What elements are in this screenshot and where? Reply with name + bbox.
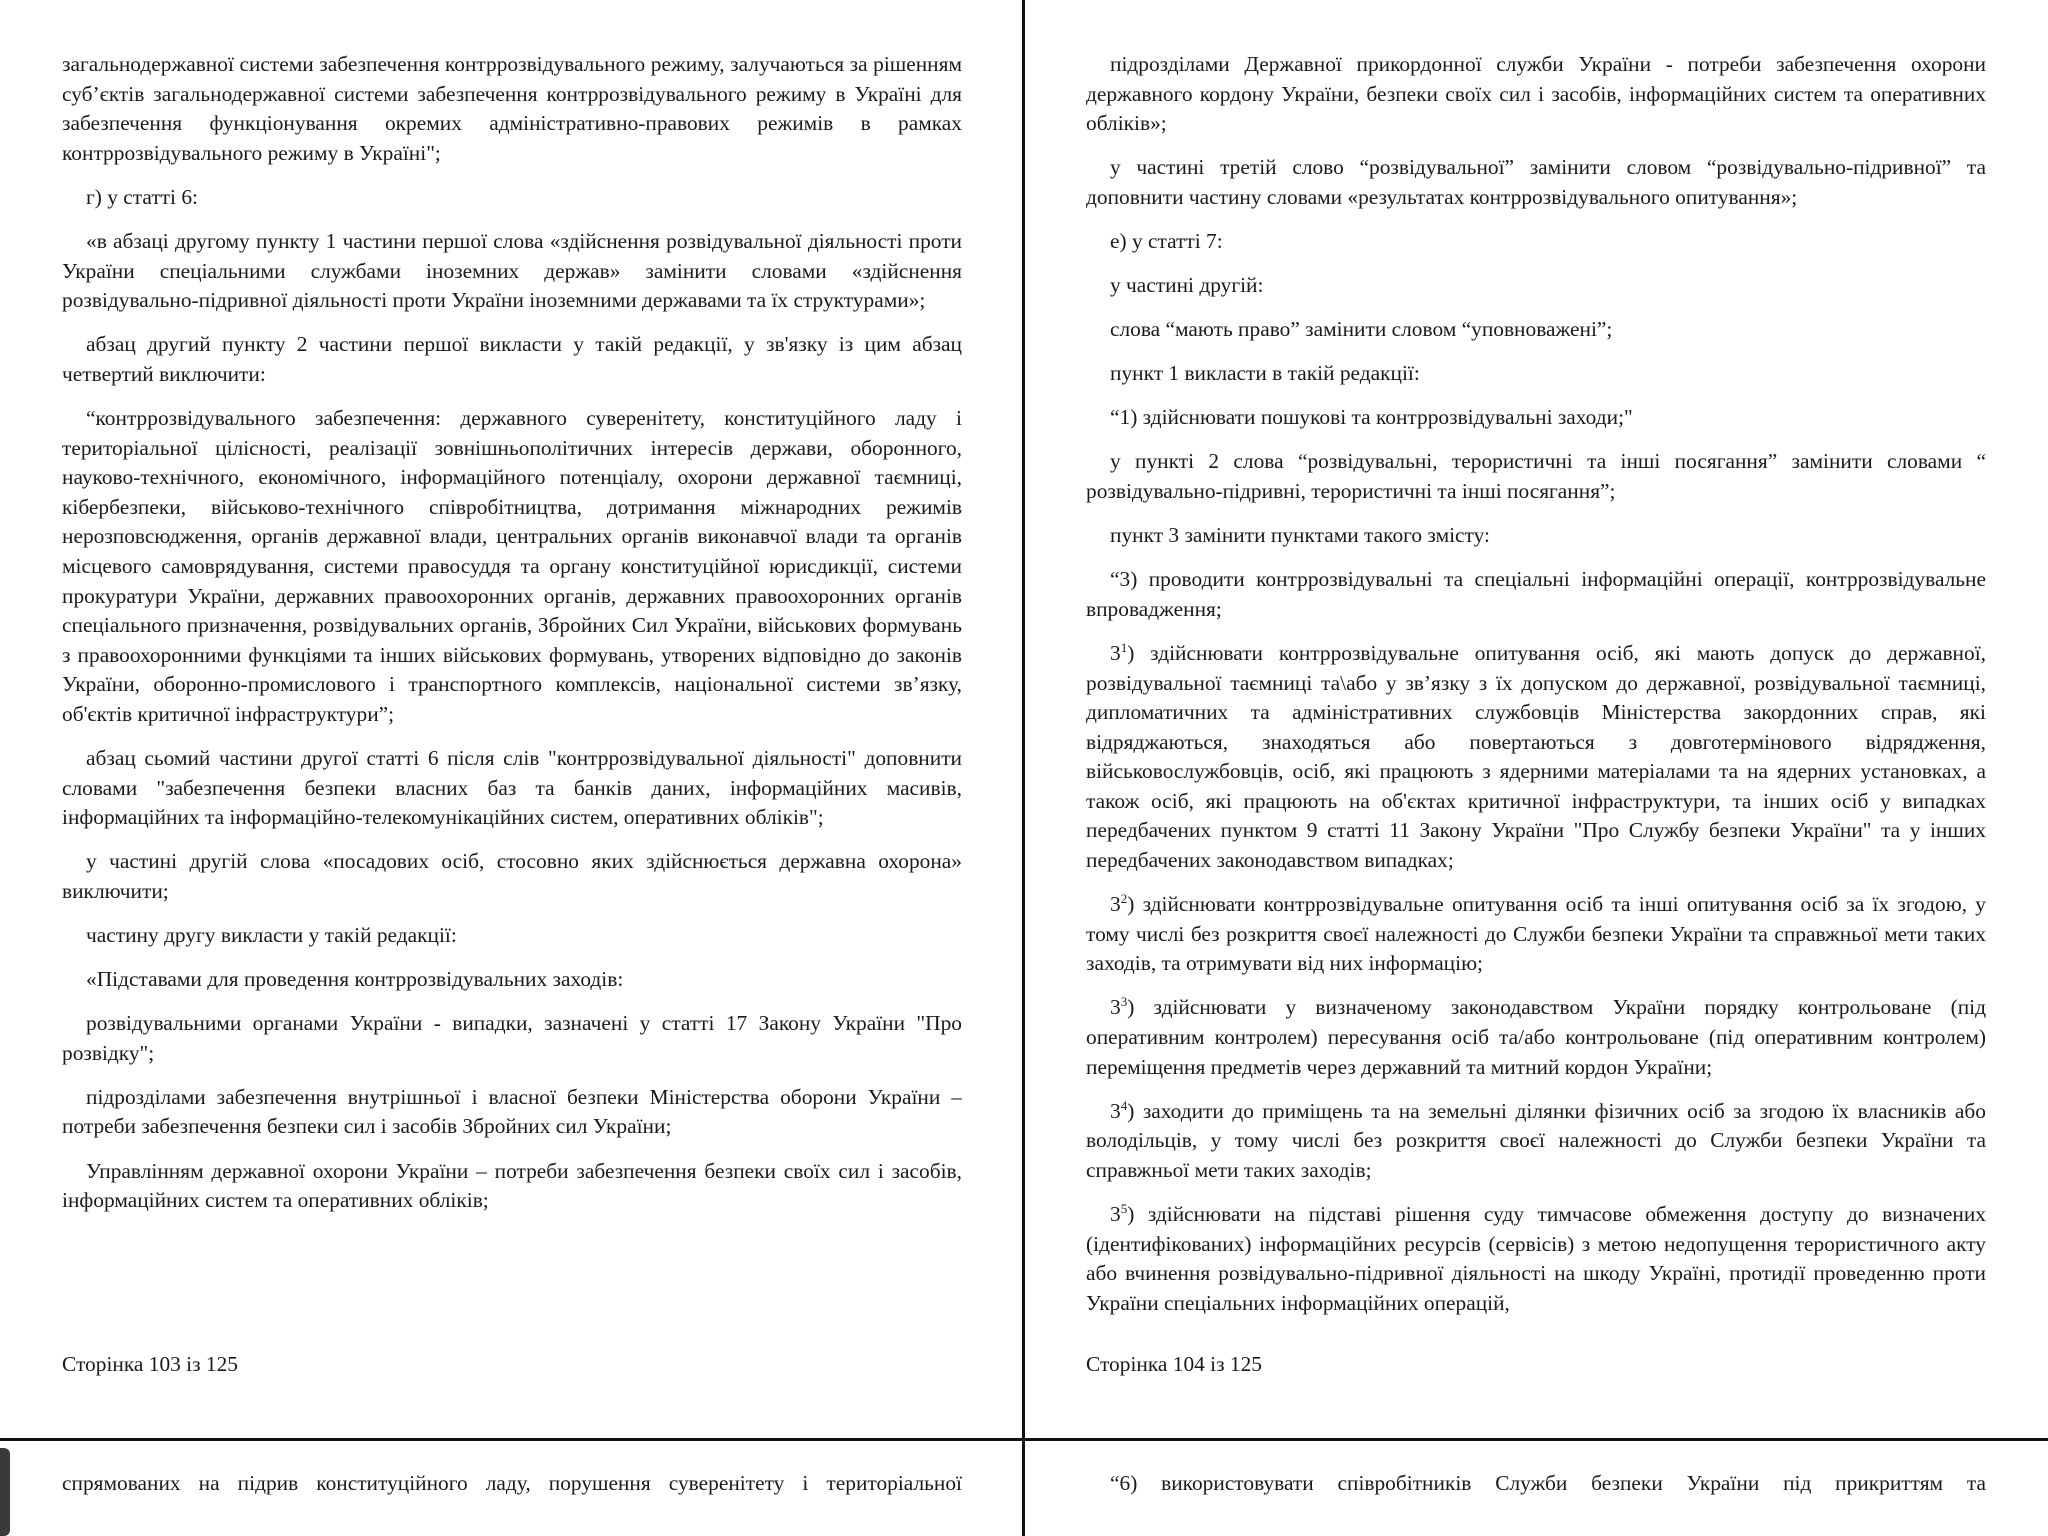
paragraph: у частині третій слово “розвідувальної” замінити словом “розвідувально-підривної” та доповнити частину словами «результатах контррозвідувального опитування»; xyxy=(1086,155,1986,209)
numbered-paragraph xyxy=(1086,993,1986,1082)
item-superscript: 2 xyxy=(1120,891,1128,907)
numbered-paragraph xyxy=(1086,890,1986,979)
next-right-page xyxy=(1026,1442,2048,1536)
item-superscript: 1 xyxy=(1120,639,1128,655)
continuation-line: спрямованих на підрив конституційного ладу, порушення суверенітету і територіальної xyxy=(62,1471,962,1495)
paragraph: «в абзаці другому пункту 1 частини першої слова «здійснення розвідувальної діяльності проти України спеціальними службами іноземних держав» замінити словами «здійснення розвідувально-підривної діяльності проти України іноземними державами та їх структурами»; xyxy=(62,228,962,313)
paragraph: частину другу викласти у такій редакції: xyxy=(86,922,457,947)
item-superscript: 5 xyxy=(1120,1201,1128,1216)
numbered-paragraph xyxy=(1086,1097,1986,1186)
paragraph: у пункті 2 слова “розвідувальні, терористичні та інші посягання” замінити словами “ розвідувально-підривні, терористичні та інші посягання”; xyxy=(1086,449,1986,504)
paragraph: Управлінням державної охорони України – потреби забезпечення безпеки своїх сил і засобів, інформаційних систем та оперативних обліків; xyxy=(62,1158,962,1213)
paragraph: загальнодержавної системи забезпечення контррозвідувального режиму, залучаються за рішенням суб’єктів загальнодержавної системи забезпечення контррозвідувального режиму в Україні для забезпечення функціонування окремих адміністративно-правових режимів в рамках контррозвідувального режиму в Україні"; xyxy=(62,52,962,165)
item-text: ) здійснювати на підставі рішення суду тимчасове обмеження доступу до визначених (ідентифікованих) інформаційних ресурсів (сервісів) з метою недопущення терористичного акту або вчинення розвідувально-підривної діяльності на шкоду Україні, протидії проведенню проти України спеціальних інформаційних операцій, xyxy=(1086,1202,1986,1315)
item-text: ) здійснювати контррозвідувальне опитування осіб, які мають допуск до державної, розвідувальної таємниці та\або у зв’язку з їх допуском до державної, розвідувальної таємниці, дипломатичних та адміністративних службовців Міністерства закордонних справ, які відряджаються, знаходяться або повертаються з довготермінового відрядження, військовослужбовців, осіб, які працюють з ядерними матеріалами та на ядерних установках, а також осіб, які працюють на об'єктах критичної інфраструктури, та інших осіб у випадках передбачених пунктом 9 статті 11 Закону України "Про Службу безпеки України" та у інших передбачених законодавством випадках; xyxy=(1086,640,1986,873)
item-text: ) здійснювати контррозвідувальне опитування осіб та інші опитування осіб за їх згодою, у тому числі без розкриття своєї належності до Служби безпеки України та справжньої мети таких заходів, та отримувати від них інформацію; xyxy=(1086,892,1986,976)
right-page-body xyxy=(1086,50,1986,1333)
item-text: ) заходити до приміщень та на земельні ділянки фізичних осіб за згодою їх власників або володільців, у тому числі без розкриття своєї належності до Служби безпеки України та справжньої мети таких заходів; xyxy=(1086,1098,1986,1182)
paragraph: абзац другий пункту 2 частини першої викласти у такій редакції, у зв'язку із цим абзац четвертий виключити: xyxy=(62,332,962,386)
scroll-edge-handle[interactable] xyxy=(0,1448,10,1536)
left-page-body xyxy=(62,50,962,1230)
item-superscript: 3 xyxy=(1120,994,1128,1010)
page-number-footer: Сторінка 103 із 125 xyxy=(62,1352,239,1376)
item-superscript: 4 xyxy=(1120,1097,1128,1113)
paragraph: пункт 1 викласти в такій редакції: xyxy=(1110,361,1420,386)
item-number: 3 xyxy=(1110,1202,1121,1226)
numbered-paragraph xyxy=(1086,1200,1986,1318)
paragraph: “контррозвідувального забезпечення: державного суверенітету, конституційного ладу і територіальної цілісності, реалізації зовнішньополітичних інтересів держави, оборонного, науково-технічного, економічного, інформаційного потенціалу, охорони державної таємниці, кібербезпеки, військово-технічного співробітництва, дотримання міжнародних режимів нерозповсюдження, органів державної влади, центральних органів виконавчої влади та органів місцевого самоврядування, системи правосуддя та органу конституційної юрисдикції, системи прокуратури України, державних правоохоронних органів, державних правоохоронних органів спеціального призначення, розвідувальних органів, Збройних Сил України, військових формувань з правоохоронними функціями та інших військових формувань, утворених відповідно до законів України, оборонно-промислового і транспортного комплексів, національної системи зв’язку, об'єктів критичної інфраструктури”; xyxy=(62,405,962,726)
next-left-page xyxy=(0,1442,1023,1536)
paragraph: у частині другій: xyxy=(1110,273,1264,298)
paragraph: абзац сьомий частини другої статті 6 після слів "контррозвідувальної діяльності" доповнити словами "забезпечення безпеки власних баз та банків даних, інформаційних масивів, інформаційних та інформаційно-телекомунікаційних систем, оперативних обліків"; xyxy=(62,745,962,830)
item-number: 3 xyxy=(1110,1098,1121,1123)
vertical-page-divider xyxy=(1022,0,1025,1536)
paragraph: у частині другій слова «посадових осіб, стосовно яких здійснюється державна охорона» виключити; xyxy=(62,849,962,903)
item-text: ) здійснювати у визначеному законодавством України порядку контрольоване (під оперативним контролем) пересування осіб та/або контрольоване (під оперативним контролем) переміщення предметів через державний та митний кордон України; xyxy=(1086,995,1986,1079)
numbered-paragraph xyxy=(1086,639,1986,876)
paragraph: підрозділами забезпечення внутрішньої і власної безпеки Міністерства оборони України – потреби забезпечення безпеки сил і засобів Збройних сил України; xyxy=(62,1084,962,1139)
paragraph: розвідувальними органами України - випадки, зазначені у статті 17 Закону України "Про розвідку"; xyxy=(62,1011,962,1065)
paragraph: «Підставами для проведення контррозвідувальних заходів: xyxy=(86,967,624,992)
item-number: 3 xyxy=(1110,995,1121,1020)
paragraph: слова “мають право” замінити словом “уповноважені”; xyxy=(1110,317,1613,342)
right-page xyxy=(1026,0,2048,1438)
paragraph: пункт 3 замінити пунктами такого змісту: xyxy=(1110,523,1490,548)
paragraph: г) у статті 6: xyxy=(86,184,198,209)
item-number: 3 xyxy=(1110,892,1121,917)
left-page xyxy=(0,0,1023,1438)
page-number-footer: Сторінка 104 із 125 xyxy=(1086,1352,1263,1376)
continuation-line: “6) використовувати співробітників Служби безпеки України під прикриттям та xyxy=(1110,1471,1986,1495)
paragraph: підрозділами Державної прикордонної служби України - потреби забезпечення охорони державного кордону України, безпеки своїх сил і засобів, інформаційних систем та оперативних обліків»; xyxy=(1086,52,1986,136)
paragraph: “1) здійснювати пошукові та контррозвідувальні заходи;" xyxy=(1110,405,1633,430)
horizontal-page-divider xyxy=(0,1438,2048,1441)
paragraph: е) у статті 7: xyxy=(1110,228,1223,253)
paragraph: “3) проводити контррозвідувальні та спеціальні інформаційні операції, контррозвідувальне впровадження; xyxy=(1086,567,1986,621)
item-number: 3 xyxy=(1110,640,1121,665)
